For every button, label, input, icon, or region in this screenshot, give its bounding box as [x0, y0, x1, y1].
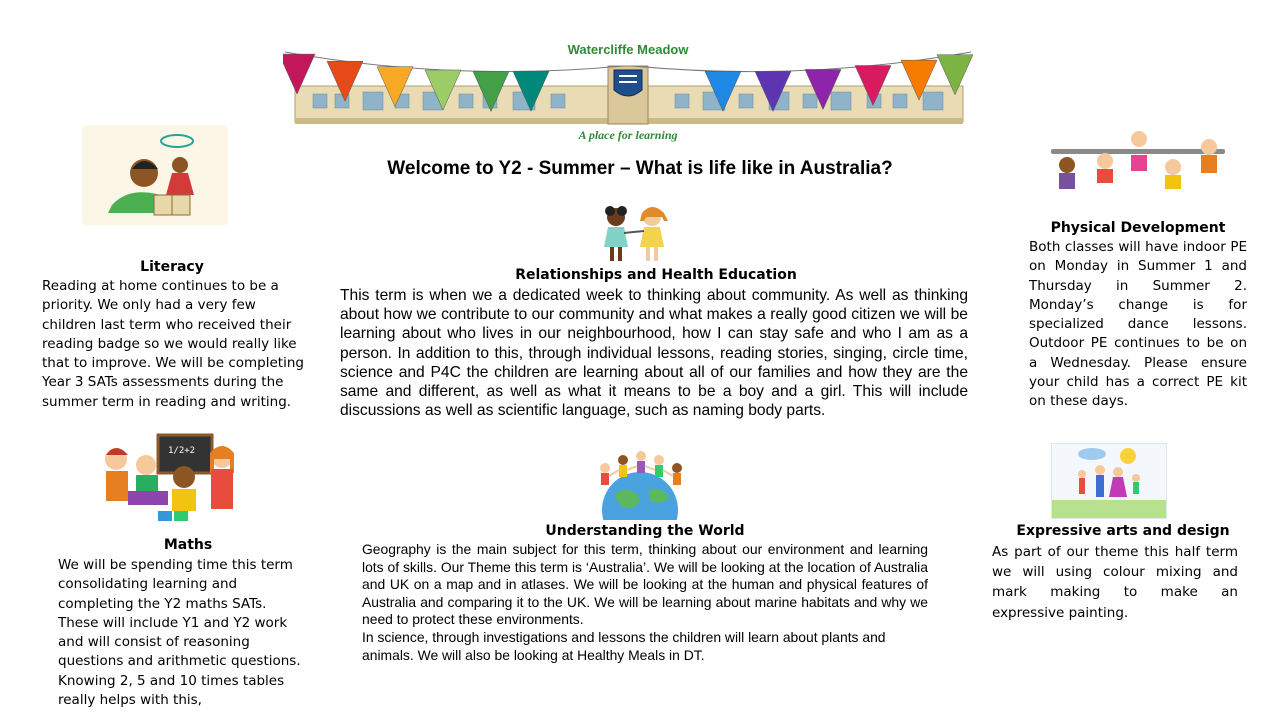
monkey-bars-illustration — [1047, 127, 1229, 197]
two-girls-illustration — [590, 203, 680, 265]
relationships-heading: Relationships and Health Education — [515, 267, 797, 283]
monkey-bars-children-image — [1047, 127, 1229, 197]
literacy-heading: Literacy — [140, 259, 204, 275]
expressive-text: As part of our theme this half term we will using colour mixing and mark making to make an expressive painting. — [992, 544, 1238, 621]
globe-children-image — [585, 450, 695, 520]
school-tagline: A place for learning — [578, 128, 678, 142]
relationships-text: This term is when we a dedicated week to thinking about community. As well as thinking about how we contribute to our community and what makes a really good citizen we will be learning about who lives in our neighbourhood, how I can stay safe and who I am as a person. In addition to this, through individual lessons, reading stories, singing, circle time, science and P4C the children are learning about all of our families and how they are the same and different, as well as what it means to be a boy and a girl. This will include discussions as well as scientific language, such as naming body parts. — [340, 287, 968, 420]
understanding-text-geography: Geography is the main subject for this term, thinking about our environment and learning lots of skills. Our Theme this term is ‘Australia’. We will be looking at the location of Australia and UK on a map and in atlases. We will be looking at the human and physical features of Australia and comparing it to the UK. We will be learning about marine habitats and why we need to protect these environments. — [362, 541, 928, 628]
physical-heading: Physical Development — [1050, 220, 1226, 236]
maths-heading: Maths — [163, 537, 213, 553]
two-girls-image — [590, 203, 680, 265]
page-title: Welcome to Y2 - Summer – What is life like in Australia? — [387, 158, 893, 179]
reading-child-illustration — [82, 125, 228, 225]
reading-child-image — [82, 125, 228, 225]
understanding-heading: Understanding the World — [545, 523, 745, 539]
maths-children-illustration — [98, 433, 240, 523]
understanding-text-science: In science, through investigations and lessons the children will learn about plants and animals. We will also be looking at Healthy Meals in DT. — [362, 629, 886, 663]
family-painting-illustration — [1052, 444, 1166, 518]
physical-text: Both classes will have indoor PE on Monday in Summer 1 and Thursday in Summer 2. Monday’s change is for specialized dance lessons. Outdoor PE continues to be on a Wednesday. Please ensure your child has a correct PE kit on these days. — [1029, 239, 1247, 410]
expressive-heading: Expressive arts and design — [1016, 523, 1230, 539]
school-banner — [283, 22, 973, 148]
globe-children-illustration — [585, 450, 695, 520]
maths-text: We will be spending time this term consolidating learning and completing the Y2 maths SATs. These will include Y1 and Y2 work and will consist of reasoning questions and arithmetic questions. Knowing 2, 5 and 10 times tables really helps with this, — [58, 557, 301, 709]
child-painting-image — [1051, 443, 1167, 519]
banner-illustration — [283, 22, 973, 148]
maths-children-image — [98, 433, 240, 523]
school-name: Watercliffe Meadow — [567, 42, 689, 57]
literacy-text: Reading at home continues to be a priority. We only had a very few children last term who received their reading badge so we would really like that to improve. We will be completing Year 3 SATs assessments during the summer term in reading and writing. — [42, 278, 304, 410]
svg-text:1/2+2: 1/2+2 — [168, 446, 196, 456]
